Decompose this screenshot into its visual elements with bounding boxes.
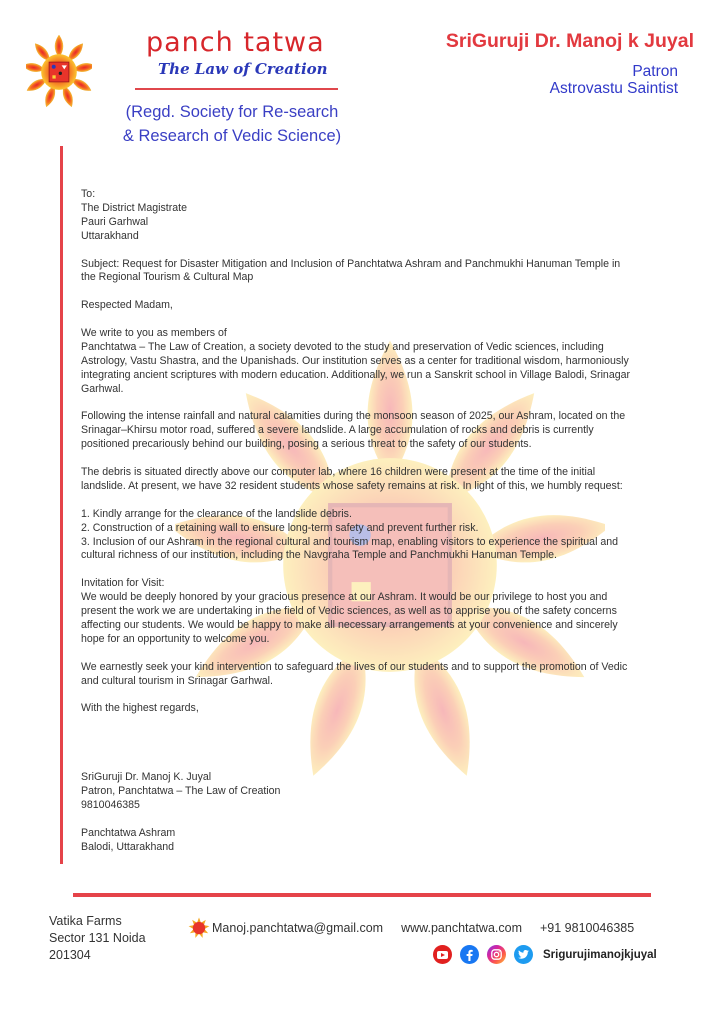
paragraph-line: hope for an opportunity to welcome you. — [81, 632, 270, 645]
brand-title: panch tatwa — [146, 27, 325, 58]
paragraph-line: We earnestly seek your kind intervention to safeguard the lives of our students and to support the promotion of Vedic — [81, 660, 628, 673]
paragraph-line: present the work we are undertaking in the field of Vedic sciences, as well as to apprise you of the safety concerns — [81, 605, 617, 618]
sender-name: SriGuruji Dr. Manoj k Juyal — [445, 30, 694, 52]
paragraph-landslide — [81, 410, 693, 452]
subject-line: Subject: Request for Disaster Mitigation and Inclusion of Panchtatwa Ashram and Panchmukhi Hanuman Temple in — [81, 257, 621, 270]
youtube-icon[interactable] — [433, 945, 452, 964]
address-line: Balodi, Uttarakhand — [81, 840, 175, 853]
recipient-line: Uttarakhand — [81, 229, 139, 242]
signature-phone: 9810046385 — [81, 799, 140, 812]
footer-contact-row — [188, 917, 634, 939]
sender-role — [550, 63, 678, 97]
address-line: Panchtatwa Ashram — [81, 826, 176, 839]
paragraph-line: positioned precariously behind our building, posing a serious threat to the safety of our students. — [81, 438, 532, 451]
paragraph-line: The debris is situated directly above our computer lab, where 16 children were present at the time of the initial — [81, 466, 596, 479]
closing-text: With the highest regards, — [81, 702, 199, 715]
paragraph-line: We would be deeply honored by your gracious presence at our Ashram. It would be our privilege to host you and — [81, 591, 608, 604]
footer-address-line: Sector 131 Noida — [49, 931, 146, 945]
social-handle[interactable]: Srigurujimanojkjuyal — [543, 948, 657, 961]
facebook-icon[interactable] — [460, 945, 479, 964]
recipient-line: The District Magistrate — [81, 201, 187, 214]
paragraph-debris — [81, 466, 693, 494]
closing — [81, 702, 693, 716]
email-link[interactable]: Manoj.panchtatwa@gmail.com — [212, 921, 384, 935]
sun-logo-icon — [26, 27, 92, 117]
subject-line: the Regional Tourism & Cultural Map — [81, 271, 254, 284]
paragraph-line: landslide. At present, we have 32 resident students whose safety remains at risk. In light of this, we humbly request: — [81, 479, 623, 492]
footer-address-line: Vatika Farms — [49, 914, 122, 928]
paragraph-line: We write to you as members of — [81, 327, 227, 340]
registration-note — [112, 100, 352, 148]
vertical-divider — [60, 146, 63, 864]
letter-body — [81, 188, 693, 869]
sender-role-line-1: Patron — [632, 63, 678, 80]
request-item: 2. Construction of a retaining wall to ensure long-term safety and prevent further risk. — [81, 521, 479, 534]
website-link[interactable]: www.panchtatwa.com — [401, 921, 522, 935]
signature-title: Patron, Panchtatwa – The Law of Creation — [81, 785, 281, 798]
footer-address-line: 201304 — [49, 948, 91, 962]
registration-line-2: & Research of Vedic Science) — [122, 127, 342, 145]
sun-logo-icon — [188, 917, 210, 939]
paragraph-closing — [81, 661, 693, 689]
paragraph-line: integrating ancient scriptures with modern education. Additionally, we run a Sanskrit school in Village Balodi, Srinagar — [81, 368, 631, 381]
invitation-heading: Invitation for Visit: — [81, 577, 165, 590]
footer-divider — [73, 893, 651, 897]
request-list — [81, 508, 693, 564]
signature-name: SriGuruji Dr. Manoj K. Juyal — [81, 771, 212, 784]
salutation-text: Respected Madam, — [81, 299, 173, 312]
instagram-icon[interactable] — [487, 945, 506, 964]
footer-address — [49, 913, 146, 964]
paragraph-line: Following the intense rainfall and natural calamities during the monsoon season of 2025, our Ashram, located on the — [81, 410, 626, 423]
phone-number: +91 9810046385 — [540, 921, 635, 935]
salutation — [81, 299, 693, 313]
request-item: 1. Kindly arrange for the clearance of the landslide debris. — [81, 507, 352, 520]
signature-block — [81, 771, 693, 813]
paragraph-line: Garhwal. — [81, 382, 124, 395]
paragraph-line: Astrology, Vastu Shastra, and the Upanishads. Our institution serves as a center for traditional wisdom, harmoniously — [81, 354, 629, 367]
request-item: 3. Inclusion of our Ashram in the regional cultural and tourism map, enabling visitors to experience the spiritual and — [81, 535, 619, 548]
brand-divider — [135, 88, 338, 90]
paragraph-intro — [81, 327, 693, 397]
registration-line-1: (Regd. Society for Re-search — [125, 103, 339, 121]
subject-block — [81, 258, 693, 286]
to-label: To: — [81, 188, 96, 200]
paragraph-line: affecting our students. We would be happy to make all necessary arrangements at your convenience and sincerely — [81, 618, 618, 631]
recipient-block — [81, 188, 693, 244]
twitter-icon[interactable] — [514, 945, 533, 964]
sender-role-line-2: Astrovastu Saintist — [549, 80, 678, 97]
paragraph-line: Panchtatwa – The Law of Creation, a society devoted to the study and preservation of Vedic sciences, including — [81, 340, 604, 353]
paragraph-line: and cultural tourism in Srinagar Garhwal. — [81, 674, 273, 687]
request-item: cultural richness of our institution, including the Navgraha Temple and Panchmukhi Hanuman Temple. — [81, 549, 558, 562]
paragraph-line: Srinagar–Khirsu motor road, suffered a severe landslide. A large accumulation of rocks and debris is currently — [81, 424, 594, 437]
brand-tagline: The Law of Creation — [158, 60, 328, 78]
recipient-line: Pauri Garhwal — [81, 215, 149, 228]
signature-address — [81, 827, 693, 855]
paragraph-invitation — [81, 577, 693, 647]
social-links — [433, 945, 657, 964]
